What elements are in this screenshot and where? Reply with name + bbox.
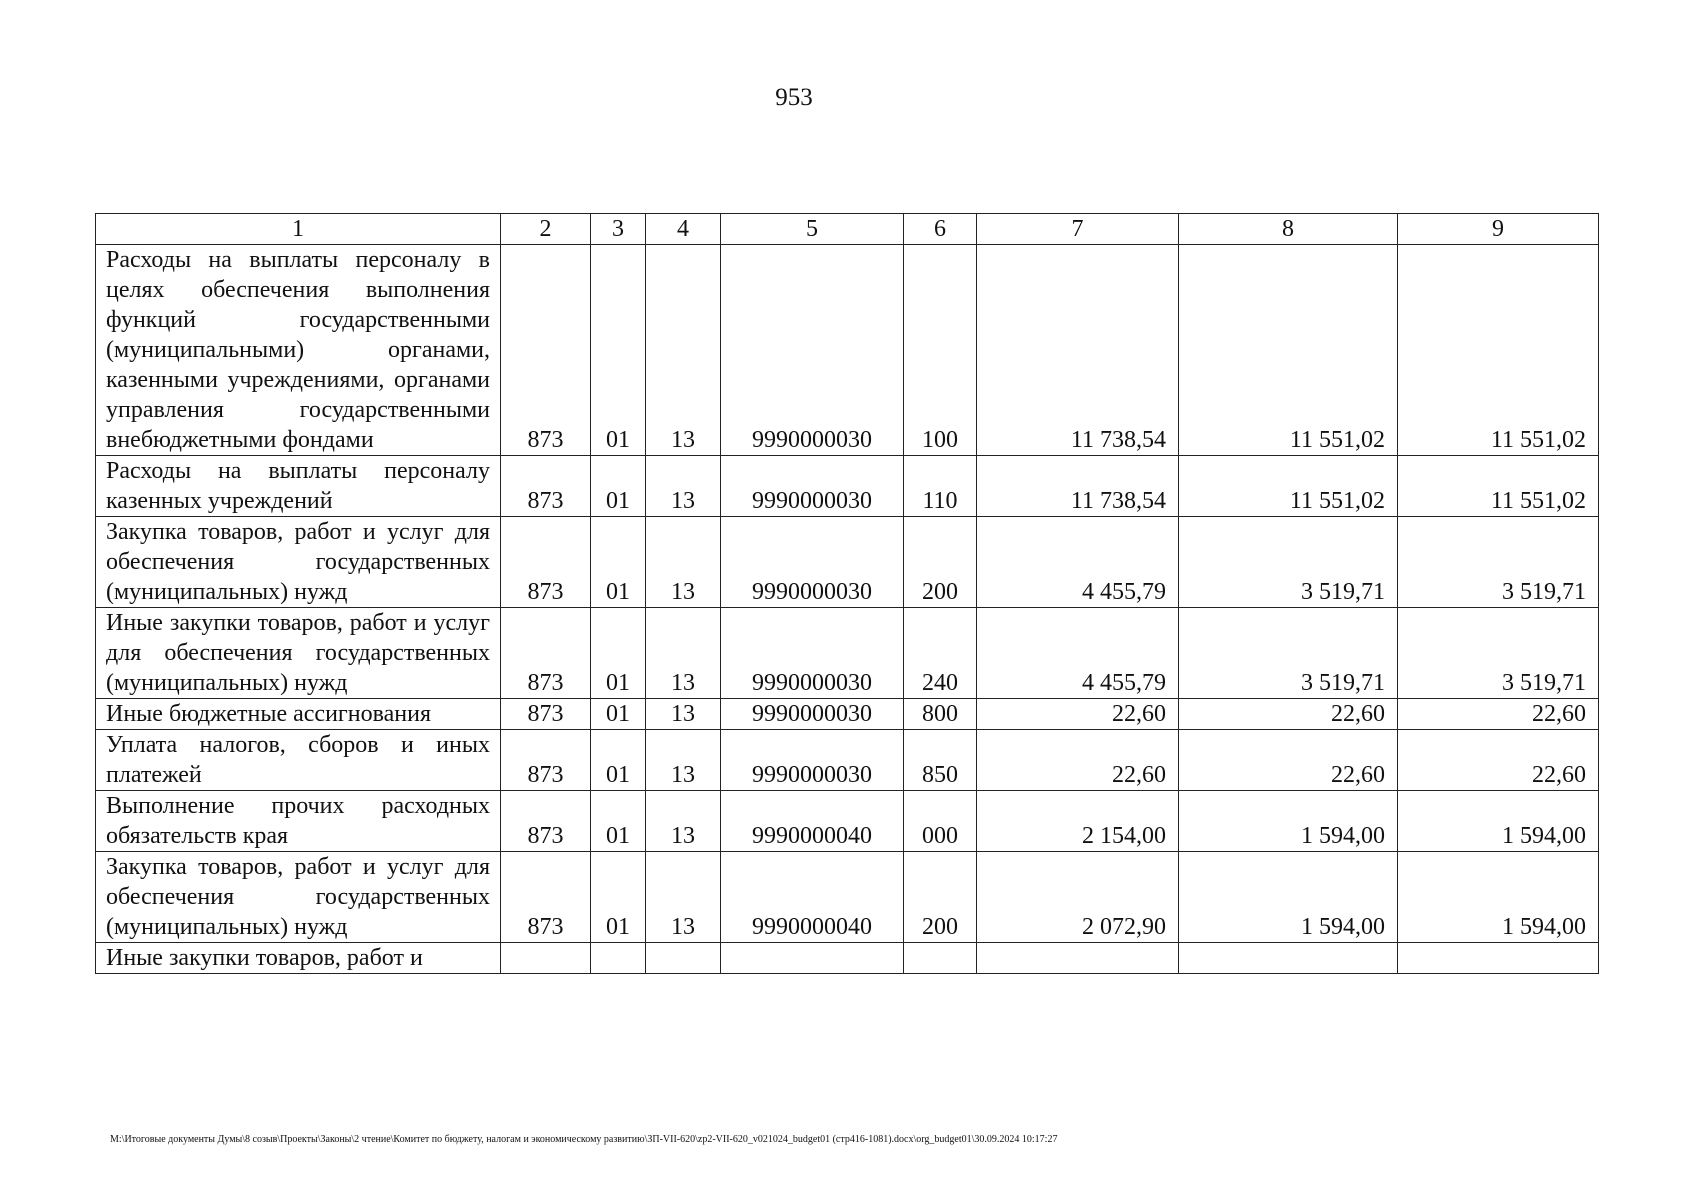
page-number: 953: [775, 84, 813, 111]
code-pr: 13: [646, 456, 721, 517]
table-row: [96, 245, 1599, 456]
code-rz: 01: [591, 852, 646, 943]
expense-name: Закупка товаров, работ и услуг для обеспечения государственных (муниципальных) нужд: [96, 517, 501, 608]
code-gr: 873: [501, 852, 591, 943]
amount-col9: 11 551,02: [1398, 456, 1599, 517]
amount-col9: 22,60: [1398, 699, 1599, 730]
code-csr: 9990000030: [721, 245, 904, 456]
amount-col9: [1398, 943, 1599, 974]
amount-col7: 2 154,00: [977, 791, 1179, 852]
column-header: 9: [1398, 214, 1599, 245]
column-header: 6: [904, 214, 977, 245]
code-csr: 9990000030: [721, 608, 904, 699]
amount-col9: 22,60: [1398, 730, 1599, 791]
table-header-row: [96, 214, 1599, 245]
code-csr: 9990000030: [721, 730, 904, 791]
table-row: [96, 517, 1599, 608]
table-row: [96, 943, 1599, 974]
amount-col7: 11 738,54: [977, 456, 1179, 517]
expense-name: Выполнение прочих расходных обязательств края: [96, 791, 501, 852]
code-pr: 13: [646, 730, 721, 791]
expense-name: Иные закупки товаров, работ и услуг для обеспечения государственных (муниципальных) нужд: [96, 608, 501, 699]
column-header: 2: [501, 214, 591, 245]
code-rz: 01: [591, 699, 646, 730]
code-csr: 9990000040: [721, 791, 904, 852]
code-csr: 9990000040: [721, 852, 904, 943]
amount-col7: 22,60: [977, 730, 1179, 791]
table-row: [96, 791, 1599, 852]
amount-col7: 11 738,54: [977, 245, 1179, 456]
expense-name: Иные бюджетные ассигнования: [96, 699, 501, 730]
table-row: [96, 608, 1599, 699]
column-header: 7: [977, 214, 1179, 245]
file-path-footer: M:\Итоговые документы Думы\8 созыв\Проекты\Законы\2 чтение\Комитет по бюджету, налогам и экономическому развитию\ЗП-VII-620\zp2-VII-620_v021024_budget01 (стр416-1081).docx\org_budget01\30.09.2024 10:17:27: [110, 1134, 1058, 1145]
expense-name: Расходы на выплаты персоналу в целях обеспечения выполнения функций государственными (муниципальными) органами, казенными учреждениями, органами управления государственными внебюджетными фондами: [96, 245, 501, 456]
code-vr: 200: [904, 852, 977, 943]
budget-table: [95, 213, 1599, 974]
code-rz: [591, 943, 646, 974]
column-header: 8: [1179, 214, 1398, 245]
amount-col8: 22,60: [1179, 730, 1398, 791]
expense-name: Закупка товаров, работ и услуг для обеспечения государственных (муниципальных) нужд: [96, 852, 501, 943]
code-pr: 13: [646, 245, 721, 456]
code-rz: 01: [591, 730, 646, 791]
table-row: [96, 699, 1599, 730]
amount-col7: 2 072,90: [977, 852, 1179, 943]
amount-col7: 22,60: [977, 699, 1179, 730]
code-vr: 240: [904, 608, 977, 699]
code-vr: 110: [904, 456, 977, 517]
amount-col9: 3 519,71: [1398, 608, 1599, 699]
amount-col8: 11 551,02: [1179, 245, 1398, 456]
code-csr: [721, 943, 904, 974]
code-pr: 13: [646, 852, 721, 943]
code-pr: 13: [646, 517, 721, 608]
amount-col7: [977, 943, 1179, 974]
code-rz: 01: [591, 517, 646, 608]
code-rz: 01: [591, 608, 646, 699]
code-csr: 9990000030: [721, 699, 904, 730]
code-vr: 850: [904, 730, 977, 791]
code-pr: 13: [646, 608, 721, 699]
code-gr: 873: [501, 608, 591, 699]
column-header: 4: [646, 214, 721, 245]
expense-name: Уплата налогов, сборов и иных платежей: [96, 730, 501, 791]
code-vr: [904, 943, 977, 974]
amount-col8: 22,60: [1179, 699, 1398, 730]
code-gr: 873: [501, 699, 591, 730]
amount-col8: 1 594,00: [1179, 791, 1398, 852]
column-header: 3: [591, 214, 646, 245]
code-gr: 873: [501, 730, 591, 791]
code-vr: 000: [904, 791, 977, 852]
amount-col8: [1179, 943, 1398, 974]
code-gr: 873: [501, 791, 591, 852]
code-csr: 9990000030: [721, 517, 904, 608]
amount-col7: 4 455,79: [977, 517, 1179, 608]
code-vr: 200: [904, 517, 977, 608]
code-gr: 873: [501, 456, 591, 517]
column-header: 1: [96, 214, 501, 245]
code-pr: 13: [646, 791, 721, 852]
code-rz: 01: [591, 456, 646, 517]
code-pr: [646, 943, 721, 974]
table-row: [96, 730, 1599, 791]
amount-col8: 11 551,02: [1179, 456, 1398, 517]
amount-col9: 1 594,00: [1398, 791, 1599, 852]
code-pr: 13: [646, 699, 721, 730]
table-row: [96, 852, 1599, 943]
table-row: [96, 456, 1599, 517]
code-csr: 9990000030: [721, 456, 904, 517]
column-header: 5: [721, 214, 904, 245]
amount-col9: 11 551,02: [1398, 245, 1599, 456]
amount-col8: 3 519,71: [1179, 608, 1398, 699]
amount-col7: 4 455,79: [977, 608, 1179, 699]
expense-name: Расходы на выплаты персоналу казенных учреждений: [96, 456, 501, 517]
code-vr: 800: [904, 699, 977, 730]
code-rz: 01: [591, 245, 646, 456]
amount-col8: 1 594,00: [1179, 852, 1398, 943]
amount-col9: 1 594,00: [1398, 852, 1599, 943]
amount-col8: 3 519,71: [1179, 517, 1398, 608]
code-gr: [501, 943, 591, 974]
code-vr: 100: [904, 245, 977, 456]
code-rz: 01: [591, 791, 646, 852]
code-gr: 873: [501, 517, 591, 608]
amount-col9: 3 519,71: [1398, 517, 1599, 608]
expense-name: Иные закупки товаров, работ и: [96, 943, 501, 974]
code-gr: 873: [501, 245, 591, 456]
